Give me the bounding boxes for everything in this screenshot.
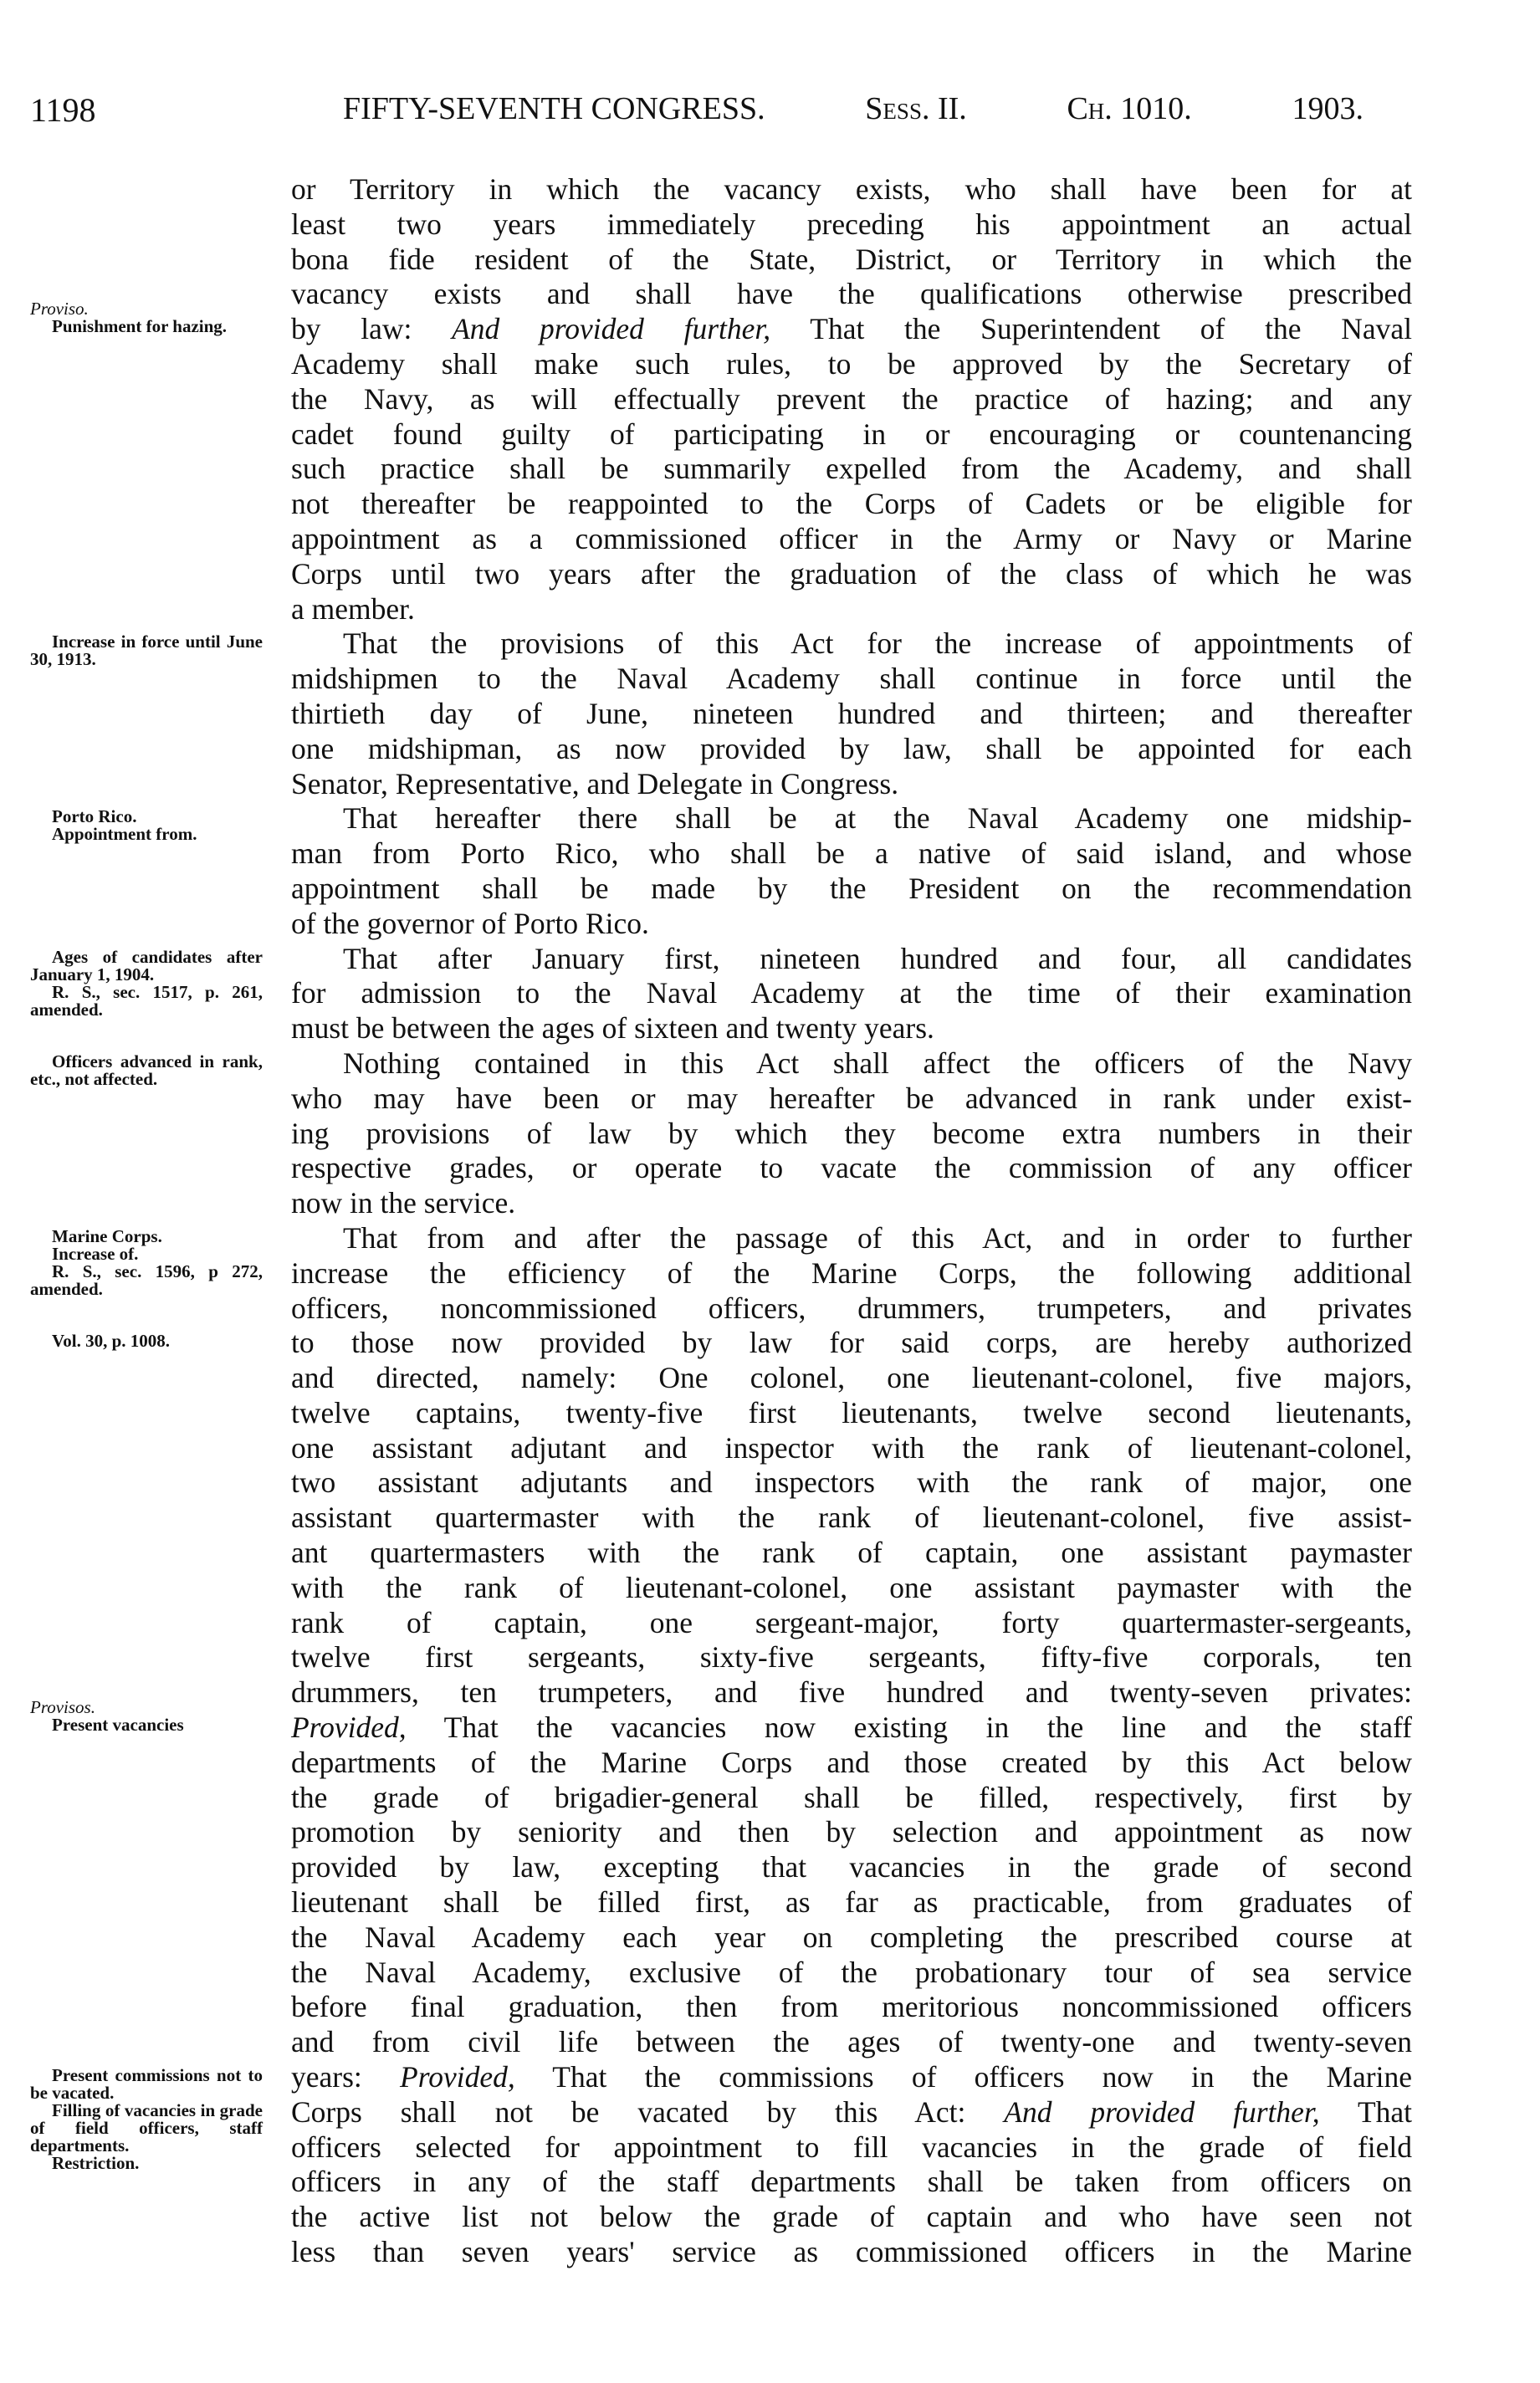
text-segment: man from Porto Rico, who shall be a native of said island, and whose [291,836,1412,871]
text-line [291,1221,1412,1256]
text-line [291,1920,1412,1956]
text-segment: the grade of brigadier-general shall be filled, respectively, first by [291,1780,1412,1814]
text-line [291,1151,1412,1186]
text-segment: increase the efficiency of the Marine Corps, the following additional [291,1255,1412,1290]
text-line [291,1675,1412,1711]
text-line [291,662,1412,697]
text-segment: least two years immediately preceding his appointment an actual [291,207,1412,241]
text-line [291,2200,1412,2235]
text-segment: one assistant adjutant and inspector with the rank of lieutenant-colonel, [291,1430,1412,1465]
text-segment: midshipmen to the Naval Academy shall continue in force until the [291,662,1412,696]
text-segment: That the vacancies now existing in the line and the staff [406,1711,1412,1745]
text-segment: ant quartermasters with the rank of captain, one assistant paymaster [291,1536,1412,1570]
text-line [291,1011,1412,1046]
text-segment: before final graduation, then from meritorious noncommissioned officers [291,1990,1412,2024]
year: 1903. [1292,91,1363,126]
text-segment: rank of captain, one sergeant-major, forty quartermaster-sergeants, [291,1605,1412,1639]
note-heading: Provisos. [30,1697,95,1718]
text-segment: Academy shall make such rules, to be approved by the Secretary of [291,346,1412,381]
note-text: Officers advanced in rank, etc., not affected. [30,1051,263,1089]
text-segment: appointment as a commissioned officer in the Army or Navy or Marine [291,521,1412,555]
text-segment: That hereafter there shall be at the Naval Academy one midship- [343,801,1412,836]
text-segment: respective grades, or operate to vacate the commission of any officer [291,1151,1412,1185]
congress-title: FIFTY-SEVENTH CONGRESS. [343,91,765,126]
text-segment: Corps until two years after the graduation of the class of which he was [291,556,1412,591]
text-line [291,557,1412,592]
text-segment: years: [291,2060,401,2094]
note-text: R. S., sec. 1596, p 272, amended. [30,1261,263,1299]
text-segment: with the rank of lieutenant-colonel, one assistant paymaster with the [291,1570,1412,1604]
note-heading: Proviso. [30,299,89,320]
text-line [291,452,1412,487]
text-segment: and directed, namely: One colonel, one lieutenant-colonel, five majors, [291,1361,1412,1395]
text-line [291,1536,1412,1571]
text-line [291,522,1412,557]
text-segment: Nothing contained in this Act shall affect the officers of the Navy [343,1046,1412,1080]
text-line [291,1711,1412,1746]
text-segment: by law: [291,312,453,346]
text-segment: a member. [291,591,415,626]
text-line [291,1781,1412,1816]
text-segment: That [1319,2094,1412,2129]
text-line [291,1256,1412,1291]
text-segment: drummers, ten trumpeters, and five hundred and twenty-seven privates: [291,1675,1412,1710]
text-segment: who may have been or may hereafter be advanced in rank under exist- [291,1081,1412,1115]
text-line [291,976,1412,1011]
text-segment: the Naval Academy each year on completing the prescribed course at [291,1920,1412,1954]
text-segment: appointment shall be made by the President on the recommendation [291,871,1412,905]
text-line [291,417,1412,453]
margin-note [30,1053,263,1088]
text-line [291,801,1412,836]
text-segment: officers in any of the staff departments shall be taken from officers on [291,2165,1412,2199]
text-line [291,487,1412,522]
text-line [291,2095,1412,2130]
text-line [291,1746,1412,1781]
note-text: Ages of candidates after January 1, 1904. [30,946,263,984]
text-segment: vacancy exists and shall have the qualifications otherwise prescribed [291,277,1412,311]
text-segment: the Navy, as will effectually prevent the practice of hazing; and any [291,381,1412,416]
text-segment: the Naval Academy, exclusive of the probationary tour of sea service [291,1955,1412,1989]
note-text: Punishment for hazing. [52,316,228,337]
running-head [343,90,1363,127]
text-segment: not thereafter be reappointed to the Corps of Cadets or be eligible for [291,487,1412,521]
text-line [291,2130,1412,2166]
text-line [291,1990,1412,2025]
text-segment: Corps shall not be vacated by this Act: [291,2094,1005,2129]
text-segment: thirtieth day of June, nineteen hundred and thirteen; and thereafter [291,696,1412,730]
text-line [291,1571,1412,1606]
text-line [291,1186,1412,1221]
text-line [291,243,1412,278]
text-segment: must be between the ages of sixteen and twenty years. [291,1011,934,1046]
text-line [291,1361,1412,1396]
text-line [291,1117,1412,1152]
text-segment: officers selected for appointment to fill vacancies in the grade of field [291,2130,1412,2164]
italic-phrase: And provided further, [452,312,771,346]
text-segment: less than seven years' service as commissioned officers in the Marine [291,2235,1412,2269]
text-line [291,2165,1412,2200]
text-line [291,1326,1412,1361]
text-line [291,732,1412,767]
text-line [291,2025,1412,2060]
italic-phrase: Provided, [400,2060,515,2094]
text-segment: That the provisions of this Act for the increase of appointments of [343,626,1412,661]
text-segment: officers, noncommissioned officers, drummers, trumpeters, and privates [291,1291,1412,1325]
text-segment: That from and after the passage of this Act, and in order to further [343,1220,1412,1255]
note-text: Increase of. [52,1244,139,1264]
italic-phrase: And provided further, [1004,2094,1320,2129]
text-line [291,382,1412,417]
text-line [291,1850,1412,1885]
margin-note [30,808,263,843]
session: Sess. II. [865,91,967,126]
text-line [291,942,1412,977]
text-segment: cadet found guilty of participating in or encouraging or countenancing [291,417,1412,451]
text-line [291,277,1412,312]
text-segment: such practice shall be summarily expelled from the Academy, and shall [291,452,1412,486]
note-text: R. S., sec. 1517, p. 261, amended. [30,981,263,1020]
text-line [291,207,1412,243]
margin-note [30,1332,263,1350]
text-segment: or Territory in which the vacancy exists, who shall have been for at [291,172,1412,206]
text-line [291,592,1412,627]
margin-note [30,633,263,668]
chapter: Ch. 1010. [1067,91,1192,126]
text-line [291,1431,1412,1466]
note-text: Marine Corps. [52,1226,162,1246]
text-line [291,1606,1412,1641]
text-line [291,1501,1412,1536]
margin-note [30,1228,263,1298]
text-segment: to those now provided by law for said corps, are hereby authorized [291,1326,1412,1360]
text-line [291,836,1412,872]
note-text: Restriction. [52,2153,140,2174]
text-line [291,907,1412,942]
text-line [291,767,1412,802]
note-text: Present vacancies [52,1715,184,1736]
text-segment: lieutenant shall be filled first, as far as practicable, from graduates of [291,1885,1412,1920]
text-line [291,697,1412,732]
text-line [291,872,1412,907]
text-segment: twelve captains, twenty-five first lieutenants, twelve second lieutenants, [291,1395,1412,1429]
text-segment: one midshipman, as now provided by law, shall be appointed for each [291,731,1412,765]
text-line [291,1640,1412,1675]
text-segment: and from civil life between the ages of twenty-one and twenty-seven [291,2025,1412,2059]
text-segment: departments of the Marine Corps and those created by this Act below [291,1745,1412,1779]
statute-text [291,172,1412,2270]
text-segment: promotion by seniority and then by selection and appointment as now [291,1815,1412,1849]
text-line [291,312,1412,347]
note-text: Increase in force until June 30, 1913. [30,632,263,670]
text-segment: of the governor of Porto Rico. [291,906,649,940]
text-line [291,1815,1412,1850]
text-segment: Senator, Representative, and Delegate in Congress. [291,766,899,800]
text-line [291,1956,1412,1991]
margin-note [30,2067,263,2172]
note-text: Vol. 30, p. 1008. [52,1331,171,1352]
text-segment: That the Superintendent of the Naval [770,312,1412,346]
text-segment: That the commissions of officers now in the Marine [514,2060,1412,2094]
text-line [291,626,1412,662]
text-line [291,1885,1412,1920]
text-segment: now in the service. [291,1186,516,1220]
text-segment: provided by law, excepting that vacancies in the grade of second [291,1850,1412,1884]
italic-phrase: Provided, [291,1711,407,1745]
text-line [291,172,1412,207]
margin-note [30,1699,263,1734]
text-segment: for admission to the Naval Academy at the time of their examination [291,976,1412,1010]
text-segment: ing provisions of law by which they become extra numbers in their [291,1116,1412,1150]
text-line [291,1396,1412,1431]
text-segment: two assistant adjutants and inspectors with the rank of major, one [291,1465,1412,1500]
text-line [291,1082,1412,1117]
margin-note [30,300,263,335]
page-number: 1198 [30,91,96,129]
note-text: Filling of vacancies in grade of field officers, staff departments. [30,2100,263,2156]
note-text: Appointment from. [52,824,197,845]
text-line [291,2235,1412,2270]
text-segment: That after January first, nineteen hundred and four, all candidates [343,941,1412,975]
note-text: Porto Rico. [52,806,137,827]
text-line [291,1291,1412,1327]
text-line [291,347,1412,382]
margin-note [30,946,263,1020]
text-line [291,1046,1412,1082]
text-line [291,1465,1412,1501]
text-line [291,2060,1412,2095]
text-segment: the active list not below the grade of captain and who have seen not [291,2200,1412,2234]
text-segment: bona fide resident of the State, District, or Territory in which the [291,242,1412,276]
text-segment: twelve first sergeants, sixty-five sergeants, fifty-five corporals, ten [291,1640,1412,1675]
text-segment: assistant quartermaster with the rank of lieutenant-colonel, five assist- [291,1501,1412,1535]
note-text: Present commissions not to be vacated. [30,2065,263,2104]
